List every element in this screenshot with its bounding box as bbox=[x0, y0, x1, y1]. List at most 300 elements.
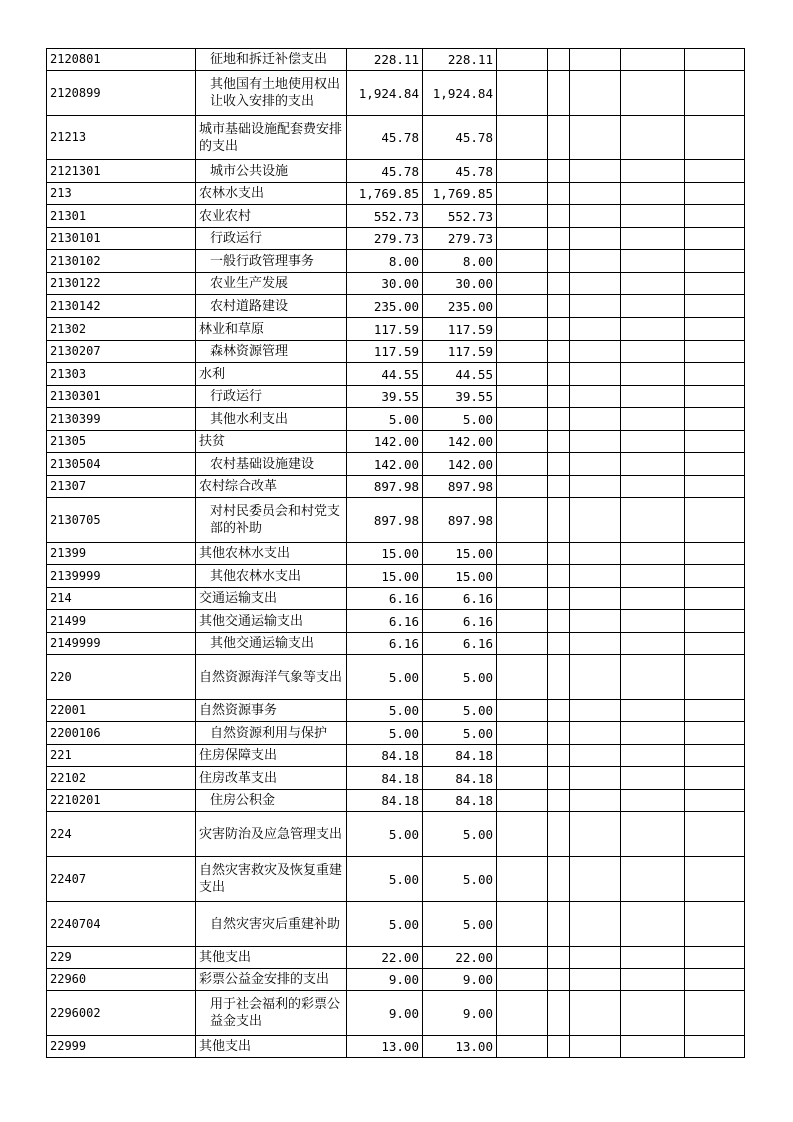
empty-cell bbox=[621, 1036, 685, 1058]
empty-cell bbox=[548, 498, 570, 543]
general-budget-amount-cell: 9.00 bbox=[423, 991, 497, 1036]
empty-cell bbox=[497, 250, 548, 273]
total-amount-cell: 142.00 bbox=[347, 431, 423, 453]
empty-cell bbox=[548, 386, 570, 408]
subject-name-cell: 农业农村 bbox=[196, 205, 347, 228]
empty-cell bbox=[621, 498, 685, 543]
empty-cell bbox=[548, 655, 570, 700]
empty-cell bbox=[497, 386, 548, 408]
empty-cell bbox=[548, 857, 570, 902]
subject-code-cell: 220 bbox=[47, 655, 196, 700]
empty-cell bbox=[548, 991, 570, 1036]
general-budget-amount-cell: 9.00 bbox=[423, 969, 497, 991]
total-amount-cell: 5.00 bbox=[347, 857, 423, 902]
table-row bbox=[47, 790, 745, 812]
table-row bbox=[47, 228, 745, 250]
empty-cell bbox=[497, 205, 548, 228]
table-row bbox=[47, 116, 745, 160]
empty-cell bbox=[621, 250, 685, 273]
general-budget-amount-cell: 142.00 bbox=[423, 431, 497, 453]
total-amount-cell: 13.00 bbox=[347, 1036, 423, 1058]
general-budget-amount-cell: 15.00 bbox=[423, 543, 497, 565]
empty-cell bbox=[621, 341, 685, 363]
empty-cell bbox=[685, 857, 745, 902]
subject-code-cell: 2210201 bbox=[47, 790, 196, 812]
total-amount-cell: 5.00 bbox=[347, 812, 423, 857]
empty-cell bbox=[621, 116, 685, 160]
subject-code-cell: 2130207 bbox=[47, 341, 196, 363]
general-budget-amount-cell: 117.59 bbox=[423, 341, 497, 363]
table-row bbox=[47, 857, 745, 902]
table-row bbox=[47, 431, 745, 453]
empty-cell bbox=[548, 431, 570, 453]
total-amount-cell: 1,924.84 bbox=[347, 71, 423, 116]
subject-name-cell: 城市基础设施配套费安排的支出 bbox=[196, 116, 347, 160]
subject-name-cell: 自然灾害救灾及恢复重建支出 bbox=[196, 857, 347, 902]
subject-name-cell: 农林水支出 bbox=[196, 183, 347, 205]
empty-cell bbox=[497, 476, 548, 498]
total-amount-cell: 9.00 bbox=[347, 969, 423, 991]
empty-cell bbox=[685, 655, 745, 700]
subject-code-cell: 2130399 bbox=[47, 408, 196, 431]
empty-cell bbox=[621, 790, 685, 812]
table-row bbox=[47, 902, 745, 947]
empty-cell bbox=[685, 722, 745, 745]
empty-cell bbox=[685, 767, 745, 790]
table-row bbox=[47, 386, 745, 408]
empty-cell bbox=[570, 341, 621, 363]
empty-cell bbox=[621, 273, 685, 295]
total-amount-cell: 45.78 bbox=[347, 160, 423, 183]
empty-cell bbox=[497, 722, 548, 745]
general-budget-amount-cell: 228.11 bbox=[423, 49, 497, 71]
empty-cell bbox=[685, 902, 745, 947]
empty-cell bbox=[497, 902, 548, 947]
subject-name-cell: 自然资源海洋气象等支出 bbox=[196, 655, 347, 700]
empty-cell bbox=[685, 116, 745, 160]
empty-cell bbox=[497, 295, 548, 318]
subject-name-cell: 其他支出 bbox=[196, 1036, 347, 1058]
empty-cell bbox=[497, 116, 548, 160]
empty-cell bbox=[548, 565, 570, 588]
general-budget-amount-cell: 279.73 bbox=[423, 228, 497, 250]
general-budget-amount-cell: 6.16 bbox=[423, 588, 497, 610]
subject-code-cell: 22407 bbox=[47, 857, 196, 902]
subject-code-cell: 21302 bbox=[47, 318, 196, 341]
empty-cell bbox=[685, 991, 745, 1036]
empty-cell bbox=[570, 498, 621, 543]
empty-cell bbox=[570, 767, 621, 790]
table-row bbox=[47, 633, 745, 655]
empty-cell bbox=[570, 969, 621, 991]
subject-code-cell: 21307 bbox=[47, 476, 196, 498]
subject-name-cell: 自然资源利用与保护 bbox=[196, 722, 347, 745]
subject-name-cell: 用于社会福利的彩票公益金支出 bbox=[196, 991, 347, 1036]
empty-cell bbox=[548, 700, 570, 722]
empty-cell bbox=[621, 408, 685, 431]
general-budget-amount-cell: 84.18 bbox=[423, 767, 497, 790]
empty-cell bbox=[570, 183, 621, 205]
total-amount-cell: 279.73 bbox=[347, 228, 423, 250]
table-row bbox=[47, 273, 745, 295]
empty-cell bbox=[570, 745, 621, 767]
empty-cell bbox=[685, 565, 745, 588]
subject-code-cell: 2139999 bbox=[47, 565, 196, 588]
empty-cell bbox=[570, 71, 621, 116]
empty-cell bbox=[497, 453, 548, 476]
empty-cell bbox=[570, 160, 621, 183]
empty-cell bbox=[685, 453, 745, 476]
empty-cell bbox=[685, 947, 745, 969]
general-budget-amount-cell: 45.78 bbox=[423, 160, 497, 183]
empty-cell bbox=[497, 183, 548, 205]
table-row bbox=[47, 1036, 745, 1058]
empty-cell bbox=[621, 655, 685, 700]
empty-cell bbox=[548, 408, 570, 431]
general-budget-amount-cell: 6.16 bbox=[423, 633, 497, 655]
empty-cell bbox=[497, 857, 548, 902]
general-budget-amount-cell: 5.00 bbox=[423, 857, 497, 902]
empty-cell bbox=[497, 588, 548, 610]
empty-cell bbox=[621, 49, 685, 71]
general-budget-amount-cell: 117.59 bbox=[423, 318, 497, 341]
empty-cell bbox=[685, 700, 745, 722]
empty-cell bbox=[621, 857, 685, 902]
empty-cell bbox=[570, 228, 621, 250]
total-amount-cell: 5.00 bbox=[347, 902, 423, 947]
empty-cell bbox=[497, 431, 548, 453]
subject-code-cell: 21213 bbox=[47, 116, 196, 160]
empty-cell bbox=[685, 386, 745, 408]
empty-cell bbox=[621, 71, 685, 116]
empty-cell bbox=[548, 722, 570, 745]
subject-code-cell: 22999 bbox=[47, 1036, 196, 1058]
empty-cell bbox=[621, 745, 685, 767]
table-row bbox=[47, 722, 745, 745]
empty-cell bbox=[685, 1036, 745, 1058]
empty-cell bbox=[570, 991, 621, 1036]
total-amount-cell: 228.11 bbox=[347, 49, 423, 71]
total-amount-cell: 117.59 bbox=[347, 341, 423, 363]
empty-cell bbox=[685, 205, 745, 228]
empty-cell bbox=[548, 71, 570, 116]
empty-cell bbox=[621, 476, 685, 498]
table-row bbox=[47, 565, 745, 588]
subject-code-cell: 214 bbox=[47, 588, 196, 610]
empty-cell bbox=[570, 588, 621, 610]
total-amount-cell: 897.98 bbox=[347, 498, 423, 543]
empty-cell bbox=[621, 318, 685, 341]
empty-cell bbox=[548, 633, 570, 655]
total-amount-cell: 5.00 bbox=[347, 655, 423, 700]
empty-cell bbox=[497, 543, 548, 565]
total-amount-cell: 235.00 bbox=[347, 295, 423, 318]
budget-expenditure-table bbox=[46, 48, 745, 1058]
subject-code-cell: 21499 bbox=[47, 610, 196, 633]
subject-code-cell: 213 bbox=[47, 183, 196, 205]
general-budget-amount-cell: 45.78 bbox=[423, 116, 497, 160]
empty-cell bbox=[548, 767, 570, 790]
empty-cell bbox=[497, 655, 548, 700]
empty-cell bbox=[621, 228, 685, 250]
general-budget-amount-cell: 142.00 bbox=[423, 453, 497, 476]
general-budget-amount-cell: 44.55 bbox=[423, 363, 497, 386]
empty-cell bbox=[685, 250, 745, 273]
empty-cell bbox=[548, 183, 570, 205]
subject-code-cell: 2296002 bbox=[47, 991, 196, 1036]
general-budget-amount-cell: 8.00 bbox=[423, 250, 497, 273]
empty-cell bbox=[621, 453, 685, 476]
empty-cell bbox=[621, 588, 685, 610]
empty-cell bbox=[685, 476, 745, 498]
total-amount-cell: 22.00 bbox=[347, 947, 423, 969]
empty-cell bbox=[570, 476, 621, 498]
subject-code-cell: 2200106 bbox=[47, 722, 196, 745]
table-row bbox=[47, 408, 745, 431]
empty-cell bbox=[570, 700, 621, 722]
general-budget-amount-cell: 5.00 bbox=[423, 655, 497, 700]
empty-cell bbox=[497, 273, 548, 295]
empty-cell bbox=[548, 543, 570, 565]
empty-cell bbox=[621, 543, 685, 565]
empty-cell bbox=[685, 363, 745, 386]
table-row bbox=[47, 991, 745, 1036]
subject-name-cell: 一般行政管理事务 bbox=[196, 250, 347, 273]
empty-cell bbox=[685, 341, 745, 363]
empty-cell bbox=[497, 228, 548, 250]
total-amount-cell: 6.16 bbox=[347, 610, 423, 633]
table-row bbox=[47, 363, 745, 386]
total-amount-cell: 5.00 bbox=[347, 722, 423, 745]
total-amount-cell: 30.00 bbox=[347, 273, 423, 295]
general-budget-amount-cell: 5.00 bbox=[423, 408, 497, 431]
general-budget-amount-cell: 552.73 bbox=[423, 205, 497, 228]
empty-cell bbox=[497, 498, 548, 543]
table-row bbox=[47, 812, 745, 857]
total-amount-cell: 44.55 bbox=[347, 363, 423, 386]
subject-code-cell: 2120801 bbox=[47, 49, 196, 71]
subject-name-cell: 水利 bbox=[196, 363, 347, 386]
empty-cell bbox=[548, 1036, 570, 1058]
empty-cell bbox=[621, 183, 685, 205]
empty-cell bbox=[685, 49, 745, 71]
empty-cell bbox=[548, 947, 570, 969]
subject-code-cell: 21305 bbox=[47, 431, 196, 453]
subject-name-cell: 自然灾害灾后重建补助 bbox=[196, 902, 347, 947]
empty-cell bbox=[621, 902, 685, 947]
empty-cell bbox=[621, 633, 685, 655]
subject-name-cell: 其他交通运输支出 bbox=[196, 633, 347, 655]
general-budget-amount-cell: 22.00 bbox=[423, 947, 497, 969]
subject-code-cell: 2149999 bbox=[47, 633, 196, 655]
empty-cell bbox=[685, 71, 745, 116]
empty-cell bbox=[570, 250, 621, 273]
empty-cell bbox=[570, 205, 621, 228]
empty-cell bbox=[570, 273, 621, 295]
table-row bbox=[47, 49, 745, 71]
total-amount-cell: 5.00 bbox=[347, 408, 423, 431]
total-amount-cell: 84.18 bbox=[347, 790, 423, 812]
table-row bbox=[47, 71, 745, 116]
subject-name-cell: 住房保障支出 bbox=[196, 745, 347, 767]
general-budget-amount-cell: 39.55 bbox=[423, 386, 497, 408]
subject-name-cell: 其他支出 bbox=[196, 947, 347, 969]
empty-cell bbox=[570, 790, 621, 812]
total-amount-cell: 84.18 bbox=[347, 767, 423, 790]
empty-cell bbox=[621, 363, 685, 386]
empty-cell bbox=[497, 318, 548, 341]
subject-code-cell: 2130504 bbox=[47, 453, 196, 476]
general-budget-amount-cell: 30.00 bbox=[423, 273, 497, 295]
general-budget-amount-cell: 5.00 bbox=[423, 722, 497, 745]
empty-cell bbox=[548, 902, 570, 947]
empty-cell bbox=[548, 295, 570, 318]
empty-cell bbox=[685, 273, 745, 295]
empty-cell bbox=[685, 969, 745, 991]
empty-cell bbox=[570, 386, 621, 408]
empty-cell bbox=[570, 318, 621, 341]
table-row bbox=[47, 947, 745, 969]
empty-cell bbox=[685, 543, 745, 565]
empty-cell bbox=[497, 700, 548, 722]
total-amount-cell: 117.59 bbox=[347, 318, 423, 341]
table-row bbox=[47, 655, 745, 700]
empty-cell bbox=[621, 767, 685, 790]
subject-code-cell: 2130142 bbox=[47, 295, 196, 318]
empty-cell bbox=[621, 991, 685, 1036]
empty-cell bbox=[621, 610, 685, 633]
empty-cell bbox=[497, 565, 548, 588]
total-amount-cell: 897.98 bbox=[347, 476, 423, 498]
empty-cell bbox=[685, 295, 745, 318]
empty-cell bbox=[497, 969, 548, 991]
general-budget-amount-cell: 84.18 bbox=[423, 745, 497, 767]
subject-name-cell: 对村民委员会和村党支部的补助 bbox=[196, 498, 347, 543]
table-row bbox=[47, 205, 745, 228]
subject-code-cell: 2240704 bbox=[47, 902, 196, 947]
subject-name-cell: 其他交通运输支出 bbox=[196, 610, 347, 633]
general-budget-amount-cell: 1,769.85 bbox=[423, 183, 497, 205]
empty-cell bbox=[497, 767, 548, 790]
total-amount-cell: 142.00 bbox=[347, 453, 423, 476]
total-amount-cell: 552.73 bbox=[347, 205, 423, 228]
total-amount-cell: 8.00 bbox=[347, 250, 423, 273]
subject-code-cell: 21399 bbox=[47, 543, 196, 565]
subject-name-cell: 其他水利支出 bbox=[196, 408, 347, 431]
subject-code-cell: 22960 bbox=[47, 969, 196, 991]
subject-code-cell: 22102 bbox=[47, 767, 196, 790]
empty-cell bbox=[685, 498, 745, 543]
empty-cell bbox=[621, 947, 685, 969]
empty-cell bbox=[685, 408, 745, 431]
empty-cell bbox=[497, 49, 548, 71]
empty-cell bbox=[548, 588, 570, 610]
empty-cell bbox=[497, 363, 548, 386]
empty-cell bbox=[497, 812, 548, 857]
empty-cell bbox=[570, 722, 621, 745]
table-body bbox=[47, 49, 745, 1058]
empty-cell bbox=[497, 160, 548, 183]
table-row bbox=[47, 295, 745, 318]
subject-name-cell: 林业和草原 bbox=[196, 318, 347, 341]
empty-cell bbox=[570, 408, 621, 431]
subject-name-cell: 城市公共设施 bbox=[196, 160, 347, 183]
empty-cell bbox=[548, 250, 570, 273]
subject-name-cell: 其他农林水支出 bbox=[196, 565, 347, 588]
empty-cell bbox=[570, 49, 621, 71]
empty-cell bbox=[548, 341, 570, 363]
empty-cell bbox=[570, 453, 621, 476]
empty-cell bbox=[570, 947, 621, 969]
empty-cell bbox=[497, 745, 548, 767]
subject-code-cell: 2120899 bbox=[47, 71, 196, 116]
empty-cell bbox=[548, 160, 570, 183]
total-amount-cell: 6.16 bbox=[347, 633, 423, 655]
subject-code-cell: 2130301 bbox=[47, 386, 196, 408]
empty-cell bbox=[621, 295, 685, 318]
empty-cell bbox=[570, 431, 621, 453]
general-budget-amount-cell: 5.00 bbox=[423, 812, 497, 857]
total-amount-cell: 5.00 bbox=[347, 700, 423, 722]
general-budget-amount-cell: 5.00 bbox=[423, 902, 497, 947]
empty-cell bbox=[570, 1036, 621, 1058]
empty-cell bbox=[548, 273, 570, 295]
empty-cell bbox=[497, 991, 548, 1036]
empty-cell bbox=[621, 969, 685, 991]
subject-name-cell: 农村道路建设 bbox=[196, 295, 347, 318]
empty-cell bbox=[548, 49, 570, 71]
total-amount-cell: 39.55 bbox=[347, 386, 423, 408]
general-budget-amount-cell: 5.00 bbox=[423, 700, 497, 722]
table-row bbox=[47, 969, 745, 991]
subject-code-cell: 22001 bbox=[47, 700, 196, 722]
general-budget-amount-cell: 15.00 bbox=[423, 565, 497, 588]
empty-cell bbox=[548, 476, 570, 498]
total-amount-cell: 6.16 bbox=[347, 588, 423, 610]
subject-code-cell: 2130101 bbox=[47, 228, 196, 250]
table-row bbox=[47, 160, 745, 183]
empty-cell bbox=[497, 790, 548, 812]
empty-cell bbox=[685, 812, 745, 857]
table-row bbox=[47, 250, 745, 273]
subject-name-cell: 农村综合改革 bbox=[196, 476, 347, 498]
empty-cell bbox=[685, 633, 745, 655]
general-budget-amount-cell: 897.98 bbox=[423, 498, 497, 543]
table-row bbox=[47, 318, 745, 341]
table-row bbox=[47, 700, 745, 722]
table-row bbox=[47, 610, 745, 633]
subject-name-cell: 其他国有土地使用权出让收入安排的支出 bbox=[196, 71, 347, 116]
empty-cell bbox=[570, 543, 621, 565]
empty-cell bbox=[685, 588, 745, 610]
empty-cell bbox=[570, 610, 621, 633]
subject-name-cell: 自然资源事务 bbox=[196, 700, 347, 722]
total-amount-cell: 45.78 bbox=[347, 116, 423, 160]
empty-cell bbox=[685, 160, 745, 183]
empty-cell bbox=[497, 610, 548, 633]
subject-name-cell: 行政运行 bbox=[196, 386, 347, 408]
empty-cell bbox=[621, 160, 685, 183]
empty-cell bbox=[685, 318, 745, 341]
table-row bbox=[47, 588, 745, 610]
table-row bbox=[47, 745, 745, 767]
empty-cell bbox=[548, 610, 570, 633]
empty-cell bbox=[570, 857, 621, 902]
empty-cell bbox=[570, 633, 621, 655]
general-budget-amount-cell: 6.16 bbox=[423, 610, 497, 633]
subject-name-cell: 森林资源管理 bbox=[196, 341, 347, 363]
general-budget-amount-cell: 235.00 bbox=[423, 295, 497, 318]
